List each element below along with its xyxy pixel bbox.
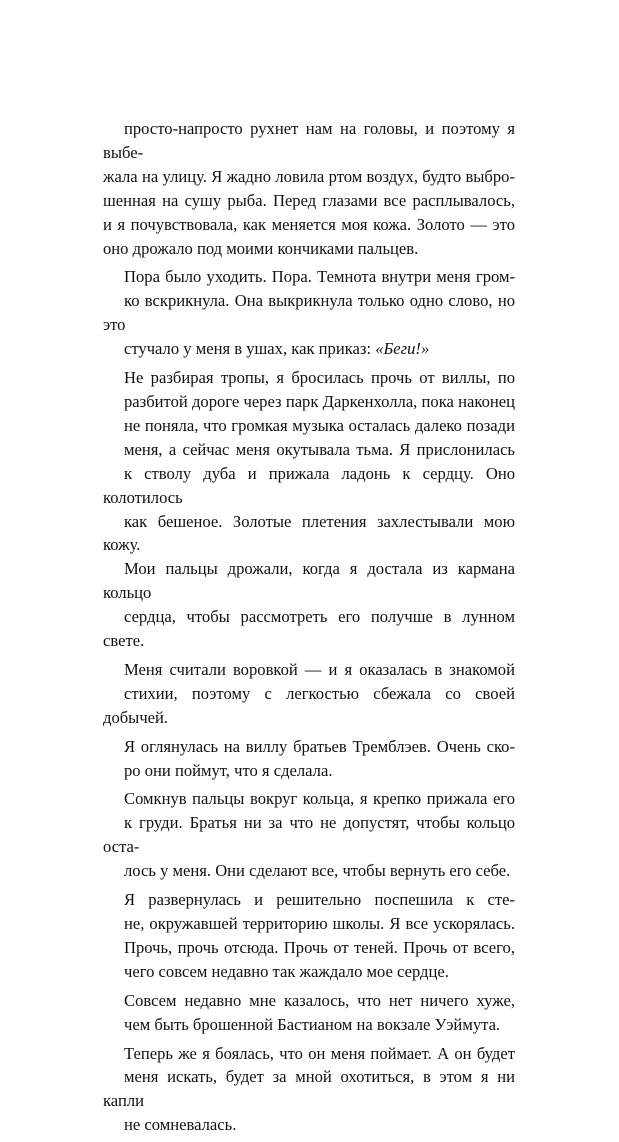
text-line xyxy=(103,337,515,361)
text-line: как бешеное. Золотые плетения захлестывали мою кожу. xyxy=(103,511,515,555)
text-line: Теперь же я боялась, что он меня поймает. А он будет xyxy=(124,1043,515,1063)
text-line: жала на улицу. Я жадно ловила ртом воздух, будто выбро- xyxy=(103,166,515,186)
text-line: ко вскрикнула. Она выкрикнула только одно слово, но это xyxy=(103,291,515,335)
text-line: ро они поймут, что я сделала. xyxy=(124,760,333,780)
text-line: не поняла, что громкая музыка осталась далеко позади xyxy=(124,415,515,435)
text-line: сердца, чтобы рассмотреть его получше в лунном свете. xyxy=(103,607,515,651)
text-line: чем быть брошенной Бастианом на вокзале Уэймута. xyxy=(124,1014,501,1034)
text-line-prefix: стучало у меня в ушах, как приказ: xyxy=(124,339,376,359)
text-line: к груди. Братья ни за что не допустят, чтобы кольцо оста- xyxy=(103,813,515,857)
text-line: к стволу дуба и прижала ладонь к сердцу. Оно колотилось xyxy=(103,463,515,507)
paragraph-1 xyxy=(103,117,515,260)
emphasized-command: «Беги!» xyxy=(375,339,430,359)
text-line: не, окружавшей территорию школы. Я все ускорялась. xyxy=(124,914,515,933)
text-line: не сомневалась. xyxy=(124,1115,237,1135)
paragraph-6 xyxy=(103,787,515,883)
text-line: лось у меня. Они сделают все, чтобы вернуть его себе. xyxy=(124,861,511,881)
text-line: Я оглянулась на виллу братьев Тремблэев. Очень ско- xyxy=(124,736,515,756)
text-line: Пора было уходить. Пора. Темнота внутри меня гром- xyxy=(124,267,515,287)
text-line: меня, а сейчас меня окутывала тьма. Я прислонилась xyxy=(124,439,515,459)
text-line: оно дрожало под моими кончиками пальцев. xyxy=(103,238,419,258)
text-line: просто-напросто рухнет нам на головы, и поэтому я выбе- xyxy=(103,119,515,162)
paragraph-2 xyxy=(103,265,515,361)
text-line: стихии, поэтому с легкостью сбежала со своей добычей. xyxy=(103,683,515,727)
text-line: Я развернулась и решительно поспешила к сте- xyxy=(124,890,515,910)
text-line: разбитой дороге через парк Даркенхолла, пока наконец xyxy=(124,391,515,411)
text-line: Сомкнув пальцы вокруг кольца, я крепко прижала его xyxy=(124,789,515,809)
paragraph-7 xyxy=(103,888,515,984)
paragraph-8 xyxy=(103,989,515,1037)
text-line: Мои пальцы дрожали, когда я достала из кармана кольцо xyxy=(103,559,515,603)
page-body xyxy=(103,117,515,1142)
paragraph-3 xyxy=(103,366,515,653)
text-line: Меня считали воровкой — и я оказалась в знакомой xyxy=(124,659,515,679)
text-line: меня искать, будет за мной охотиться, в этом я ни капли xyxy=(103,1067,515,1111)
text-line: Совсем недавно мне казалось, что нет ничего хуже, xyxy=(124,990,515,1010)
text-line: и я почувствовала, как меняется моя кожа. Золото — это xyxy=(103,214,515,234)
paragraph-5 xyxy=(103,735,515,783)
text-line: Прочь, прочь отсюда. Прочь от теней. Прочь от всего, xyxy=(124,937,515,957)
paragraph-9 xyxy=(103,1042,515,1138)
paragraph-4 xyxy=(103,658,515,730)
text-line: Не разбирая тропы, я бросилась прочь от виллы, по xyxy=(124,368,515,388)
text-line: шенная на сушу рыба. Перед глазами все расплывалось, xyxy=(103,190,515,210)
text-line: чего совсем недавно так жаждало мое сердце. xyxy=(124,961,449,981)
